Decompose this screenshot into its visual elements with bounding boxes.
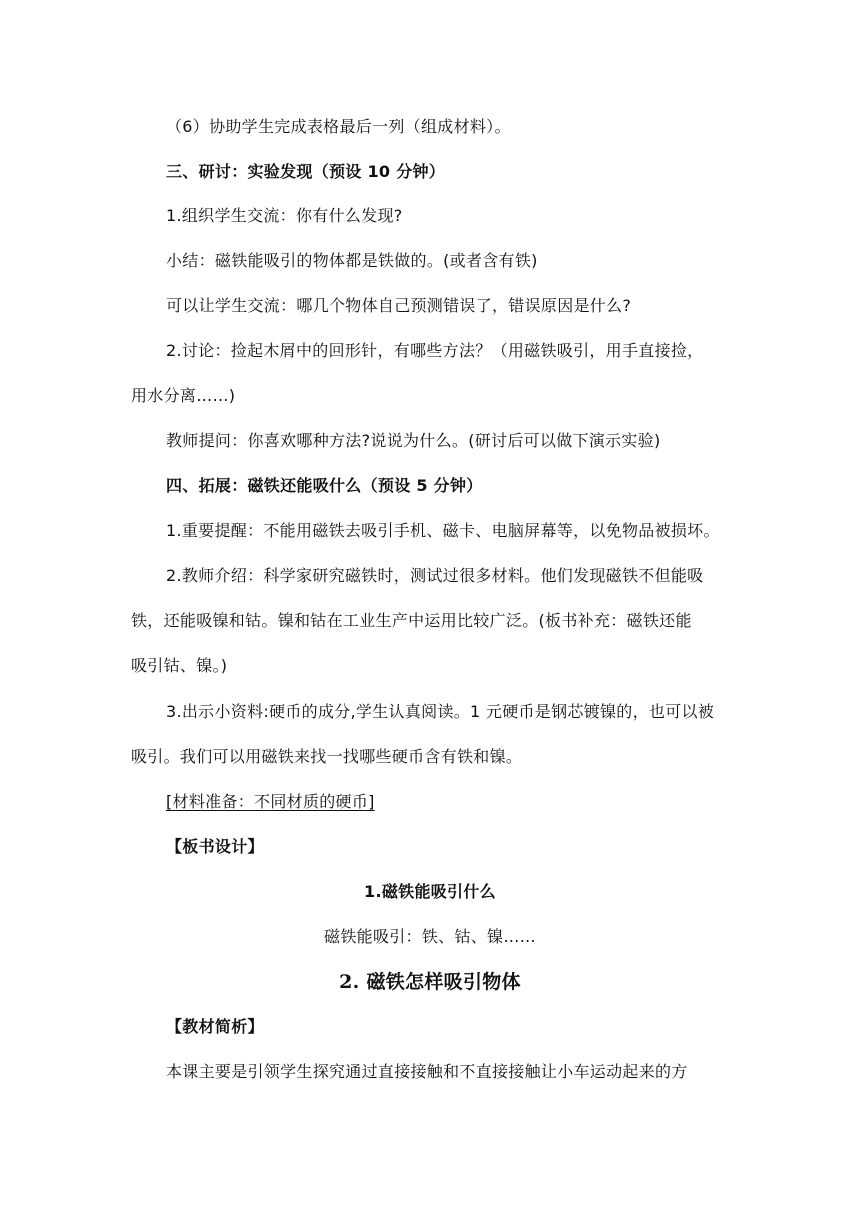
paragraph-exchange: 1.组织学生交流：你有什么发现? (166, 206, 403, 225)
paragraph-textbook-analysis: 本课主要是引领学生探究通过直接接触和不直接接触让小车运动起来的方 (166, 1062, 688, 1081)
paragraph-summary: 小结：磁铁能吸引的物体都是铁做的。(或者含有铁) (166, 251, 538, 270)
paragraph-discussion-methods: 2.讨论：捡起木屑中的回形针，有哪些方法？（用磁铁吸引，用手直接捡， (166, 341, 704, 360)
paragraph-coin-material: 3.出示小资料:硬币的成分,学生认真阅读。1 元硬币是钢芯镀镍的，也可以被 (166, 702, 715, 721)
paragraph-teacher-question: 教师提问：你喜欢哪种方法?说说为什么。(研讨后可以做下演示实验) (166, 431, 661, 450)
lesson-title: 2. 磁铁怎样吸引物体 (339, 971, 521, 993)
paragraph-important-reminder: 1.重要提醒：不能用磁铁去吸引手机、磁卡、电脑屏幕等，以免物品被损坏。 (166, 521, 720, 540)
paragraph-teacher-intro-cont-2: 吸引钴、镍。) (131, 656, 228, 675)
paragraph-step-6: （6）协助学生完成表格最后一列（组成材料）。 (166, 117, 511, 136)
paragraph-discussion-methods-cont: 用水分离……) (131, 386, 236, 405)
board-design-heading: 【板书设计】 (166, 837, 264, 856)
board-title: 1.磁铁能吸引什么 (364, 882, 496, 901)
textbook-analysis-heading: 【教材简析】 (166, 1017, 264, 1036)
board-content: 磁铁能吸引：铁、钴、镍…… (324, 927, 536, 946)
materials-note: [材料准备：不同材质的硬币] (166, 792, 375, 811)
paragraph-teacher-intro: 2.教师介绍：科学家研究磁铁时，测试过很多材料。他们发现磁铁不但能吸 (166, 566, 704, 585)
paragraph-coin-material-cont: 吸引。我们可以用磁铁来找一找哪些硬币含有铁和镍。 (131, 747, 523, 766)
paragraph-prediction-errors: 可以让学生交流：哪几个物体自己预测错误了，错误原因是什么? (166, 296, 632, 315)
section-heading-extension: 四、拓展：磁铁还能吸什么（预设 5 分钟） (166, 476, 483, 495)
section-heading-discussion: 三、研讨：实验发现（预设 10 分钟） (166, 162, 446, 181)
paragraph-teacher-intro-cont-1: 铁，还能吸镍和钴。镍和钴在工业生产中运用比较广泛。(板书补充：磁铁还能 (131, 611, 692, 630)
